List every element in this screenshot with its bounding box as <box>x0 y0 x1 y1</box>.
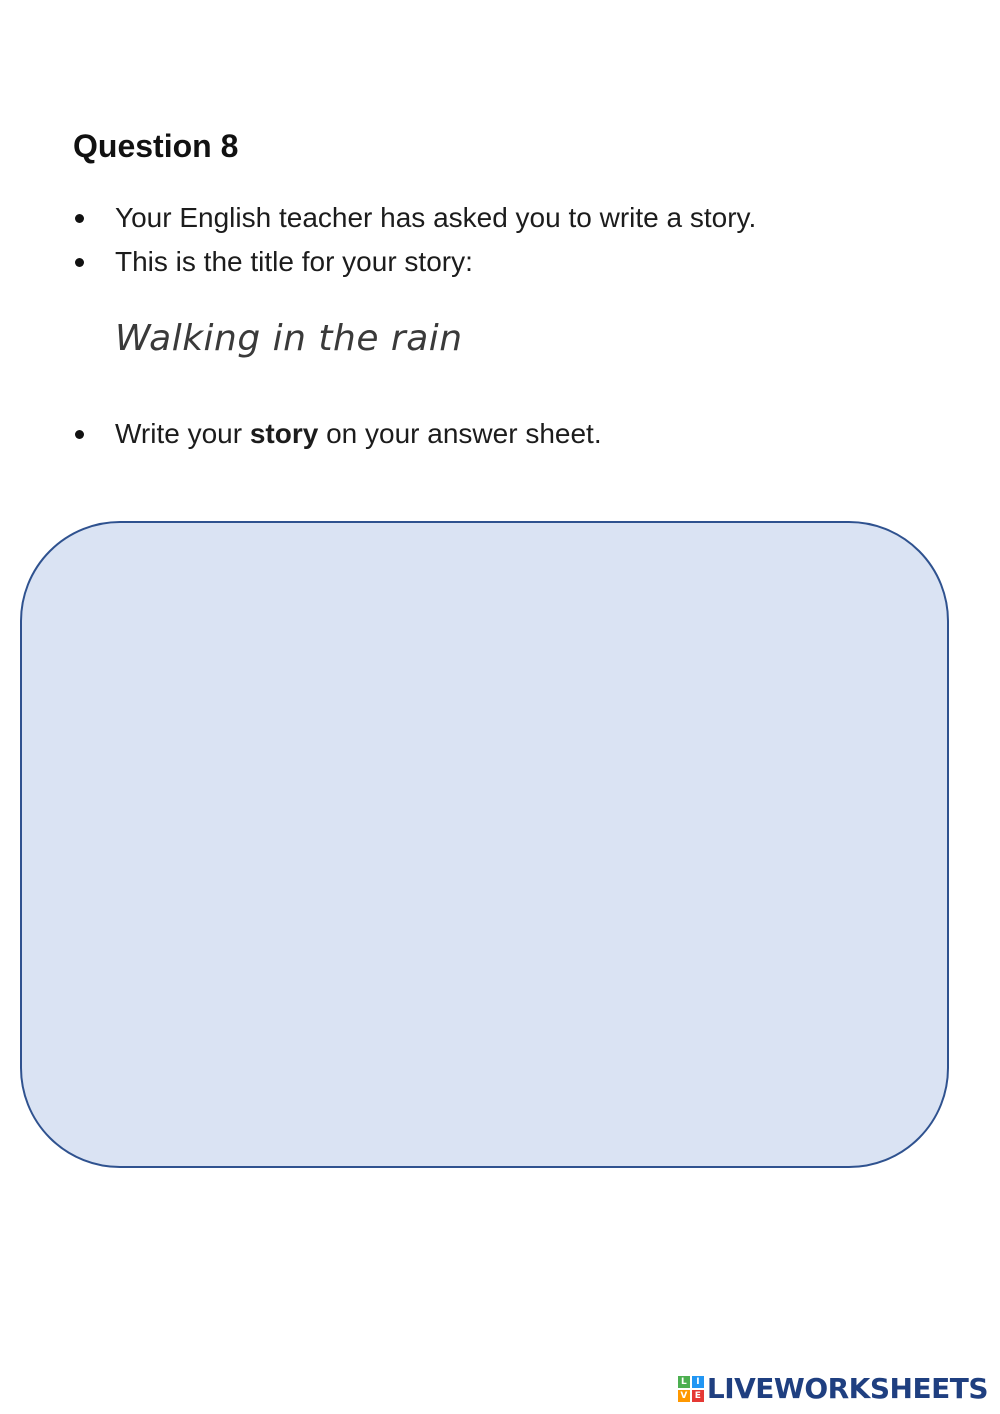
bullet-icon <box>75 430 84 439</box>
bullet-icon <box>75 258 84 267</box>
logo-mark-letter: V <box>678 1390 690 1402</box>
liveworksheets-logo <box>678 1372 988 1405</box>
liveworksheets-mark-icon <box>678 1376 704 1402</box>
prompt-bullet-list <box>73 196 953 284</box>
answer-textarea[interactable] <box>22 523 947 1166</box>
logo-wordmark: LIVEWORKSHEETS <box>706 1372 988 1405</box>
instruction-list <box>73 412 953 456</box>
bullet-icon <box>75 214 84 223</box>
story-title: Walking in the rain <box>115 318 463 359</box>
prompt-bullet-2 <box>73 240 953 284</box>
logo-mark-letter: L <box>678 1376 690 1388</box>
prompt-bullet-text: This is the title for your story: <box>115 246 473 277</box>
prompt-bullet-text: Your English teacher has asked you to write a story. <box>115 202 757 233</box>
question-heading: Question 8 <box>73 128 239 164</box>
logo-mark-letter: I <box>692 1376 704 1388</box>
instruction-bullet <box>73 412 953 456</box>
prompt-bullet-1 <box>73 196 953 240</box>
instruction-emphasis: story <box>249 418 319 449</box>
instruction-text-before: Write your <box>115 418 250 449</box>
answer-box[interactable] <box>20 521 949 1168</box>
instruction-text-after: on your answer sheet. <box>318 418 602 449</box>
logo-mark-letter: E <box>692 1390 704 1402</box>
